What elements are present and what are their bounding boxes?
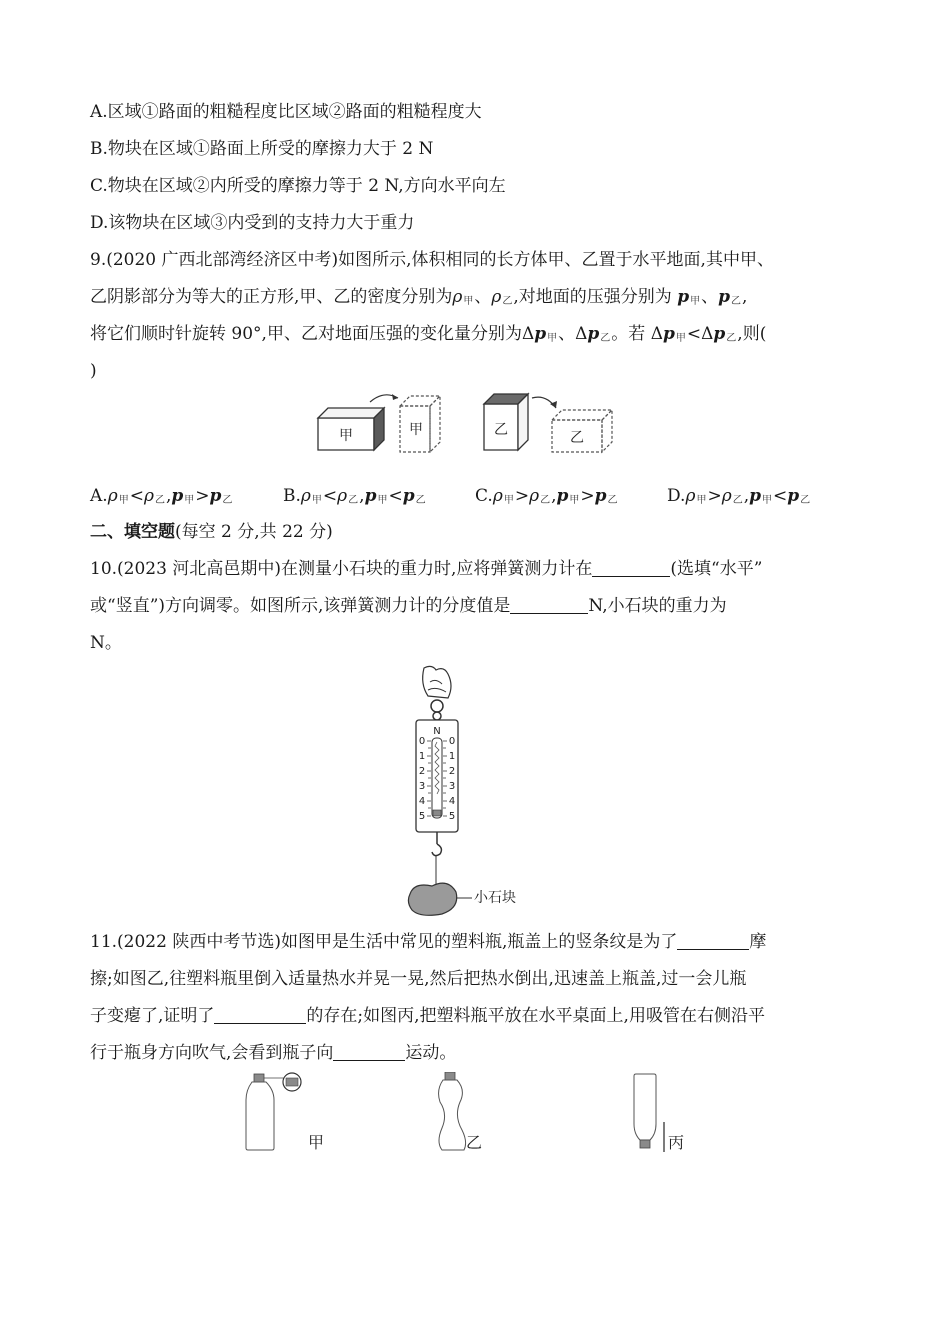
tick-left-1: 1 (418, 751, 426, 762)
bottle-label-bing: 丙 (668, 1133, 685, 1152)
tick-right-5: 5 (448, 811, 456, 822)
q10-stem-line1: 10.(2023 河北高邑期中)在测量小石块的重力时,应将弹簧测力计在 (选填“水平” (90, 559, 763, 579)
bottle-bing (634, 1074, 664, 1152)
q9-stem-line4: ) (90, 361, 97, 381)
q8-option-c: C.物块在区域②内所受的摩擦力等于 2 N,方向水平向左 (90, 176, 506, 196)
section-note: (每空 2 分,共 22 分) (175, 522, 333, 542)
q9-stem-line3: 将它们顺时针旋转 90°,甲、乙对地面压强的变化量分别为Δp甲、Δp乙。若 Δp甲<Δp乙,则( (90, 324, 767, 344)
q9-option-a: A.ρ甲<ρ乙,p甲>p乙 (90, 486, 233, 506)
stone-icon (408, 883, 456, 915)
q11-stem-line4: 行于瓶身方向吹气,会看到瓶子向 运动。 (90, 1043, 457, 1063)
spring-scale-figure (398, 662, 538, 916)
section-heading (90, 520, 860, 544)
section-title: 二、填空题 (90, 522, 175, 542)
q8-option-b: B.物块在区域①路面上所受的摩擦力大于 2 N (90, 139, 434, 159)
tick-right-0: 0 (448, 736, 456, 747)
rotate-arrow-2 (532, 397, 556, 408)
q11-blank-3[interactable] (333, 1044, 405, 1061)
q10-blank-1[interactable] (592, 560, 670, 577)
q11-blank-1[interactable] (677, 933, 749, 950)
tick-left-5: 5 (418, 811, 426, 822)
q8-option-a: A.区域①路面的粗糙程度比区域②路面的粗糙程度大 (90, 102, 482, 122)
box-yi-label: 乙 (494, 422, 508, 438)
q9-stem-line2: 乙阴影部分为等大的正方形,甲、乙的密度分别为ρ甲、ρ乙,对地面的压强分别为 p甲、p乙, (90, 287, 748, 307)
scale-pointer (433, 810, 441, 816)
tick-left-0: 0 (418, 736, 426, 747)
box-jia-rotated-label: 甲 (409, 422, 423, 438)
box-jia-label: 甲 (339, 428, 353, 444)
box-yi-rotated-label: 乙 (570, 430, 584, 446)
bottle-yi (439, 1072, 466, 1150)
q11-stem-line3: 子变瘪了,证明了 的存在;如图丙,把塑料瓶平放在水平桌面上,用吸管在右侧沿平 (90, 1006, 765, 1026)
scale-tube (432, 738, 442, 818)
tick-left-4: 4 (418, 796, 426, 807)
bottle-label-jia: 甲 (308, 1133, 325, 1152)
tick-right-3: 3 (448, 781, 456, 792)
scale-hook (432, 844, 441, 856)
tick-left-3: 3 (418, 781, 426, 792)
bottle-jia (246, 1073, 301, 1150)
stone-label: 小石块 (474, 890, 516, 906)
q9-option-b: B.ρ甲<ρ乙,p甲<p乙 (283, 486, 426, 506)
bottle-figures (240, 1072, 700, 1156)
hand-icon (423, 666, 451, 698)
q9-option-c: C.ρ甲>ρ乙,p甲>p乙 (475, 486, 618, 506)
tick-left-2: 2 (418, 766, 426, 777)
q11-blank-2[interactable] (214, 1007, 306, 1024)
tick-right-1: 1 (448, 751, 456, 762)
q11-stem-line1: 11.(2022 陕西中考节选)如图甲是生活中常见的塑料瓶,瓶盖上的竖条纹是为了 摩 (90, 932, 767, 952)
q10-stem-line3: N。 (90, 633, 122, 653)
tick-right-2: 2 (448, 766, 456, 777)
tick-right-4: 4 (448, 796, 456, 807)
q10-blank-2[interactable] (510, 597, 588, 614)
q11-stem-line2: 擦;如图乙,往塑料瓶里倒入适量热水并晃一晃,然后把热水倒出,迅速盖上瓶盖,过一会儿瓶 (90, 969, 747, 989)
scale-ring-lower (433, 712, 441, 720)
scale-ring (431, 700, 443, 712)
scale-unit: N (433, 726, 441, 737)
q9-option-d: D.ρ甲>ρ乙,p甲<p乙 (667, 486, 811, 506)
q8-option-d: D.该物块在区域③内受到的支持力大于重力 (90, 213, 415, 233)
q9-stem-line1: 9.(2020 广西北部湾经济区中考)如图所示,体积相同的长方体甲、乙置于水平地面,其中甲、 (90, 250, 774, 270)
bottle-label-yi: 乙 (466, 1133, 483, 1152)
q10-stem-line2: 或“竖直”)方向调零。如图所示,该弹簧测力计的分度值是 N,小石块的重力为 (90, 596, 727, 616)
q9-figure (312, 388, 622, 460)
